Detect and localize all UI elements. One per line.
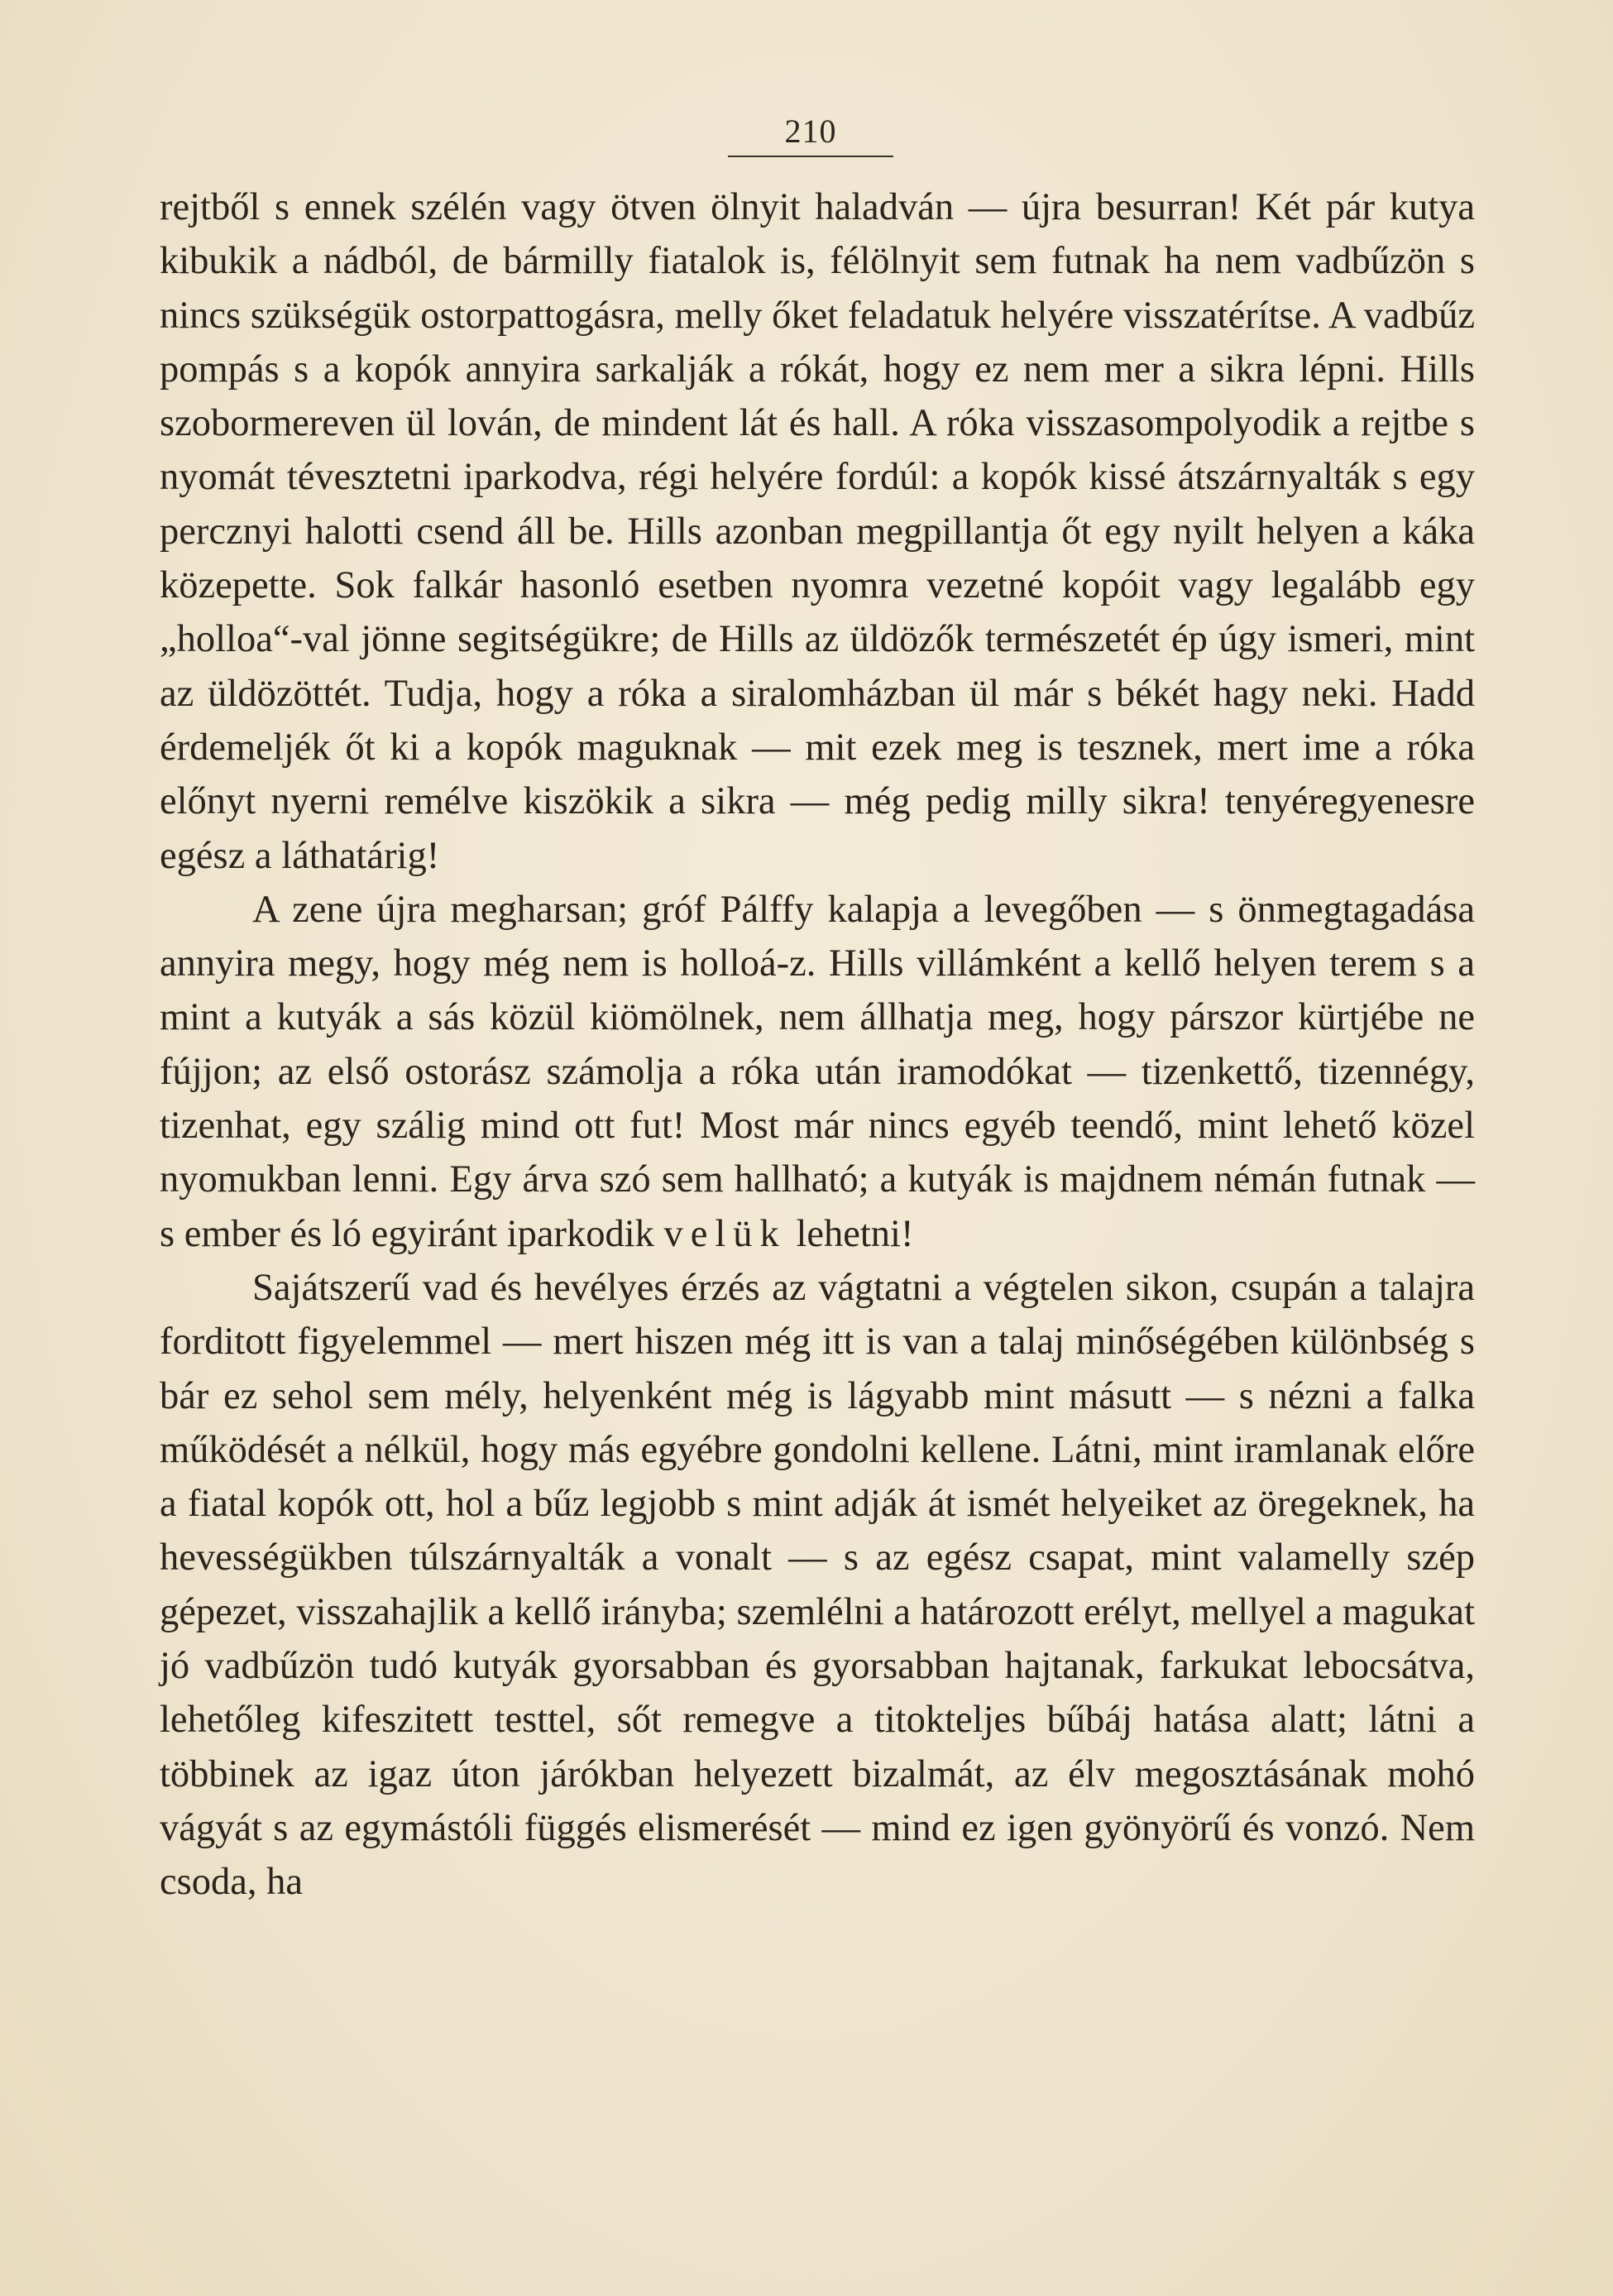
paragraph-1 [160,180,1475,883]
body-text [160,180,1475,1910]
paragraph-2-text-end: lehetni! [796,1212,914,1255]
page-number-rule [728,156,893,157]
page-number: 210 [784,113,837,150]
paragraph-2-spaced-word: velük [663,1212,787,1255]
paragraph-3-text: Sajátszerű vad és hevélyes érzés az vágtatni a végtelen sikon, csupán a talajra forditott figyelemmel — mert hiszen még itt is van a talaj minőségében különbség s bár ez sehol sem mély, helyenként még is lágyabb mint másutt — s nézni a falka működését a nélkül, hogy más egyébre gondolni kellene. Látni, mint iramlanak előre a fiatal kopók ott, hol a bűz legjobb s mint adják át ismét helyeiket az öregeknek, ha hevességükben túlszárnyalták a vonalt — s az egész csapat, mint valamelly szép gépezet, visszahajlik a kellő irányba; szemlélni a határozott erélyt, mellyel a magukat jó vadbűzön tudó kutyák gyorsabban és gyorsabban hajtanak, farkukat lebocsátva, lehetőleg kifeszitett testtel, sőt remegve a titokteljes bűbáj hatása alatt; látni a többinek az igaz úton járókban helyezett bizalmát, az élv megosztásának mohó vágyát s az egymástóli függés elismerését — mind ez igen gyönyörű és vonzó. Nem csoda, ha [160,1266,1475,1904]
paragraph-2-text: A zene újra megharsan; gróf Pálffy kalapja a levegőben — s önmegtagadása annyira megy, hogy még nem is holloá-z. Hills villámként a kellő helyen terem s a mint a kutyák a sás közül kiömölnek, nem állhatja meg, hogy párszor kürtjébe ne fújjon; az első ostorász számolja a róka után iramodókat — tizenkettő, tizennégy, tizenhat, egy szálig mind ott fut! Most már nincs egyéb teendő, mint lehető közel nyomukban lenni. Egy árva szó sem hallható; a kutyák is majdnem némán futnak — s ember és ló egyiránt iparkodik [160,888,1475,1255]
paragraph-1-text: rejtből s ennek szélén vagy ötven ölnyit haladván — újra besurran! Két pár kutya kibukik a nádból, de bármilly fiatalok is, félölnyit sem futnak ha nem vadbűzön s nincs szükségük ostorpattogásra, melly őket feladatuk helyére visszatérítse. A vadbűz pompás s a kopók annyira sarkalják a rókát, hogy ez nem mer a sikra lépni. Hills szobormereven ül lován, de mindent lát és hall. A róka visszasompolyodik a rejtbe s nyomát tévesztetni iparkodva, régi helyére fordúl: a kopók kissé átszárnyalták s egy percznyi halotti csend áll be. Hills azonban megpillantja őt egy nyilt helyen a káka közepette. Sok falkár hasonló esetben nyomra vezetné kopóit vagy legalább egy „holloa“-val jönne segitségükre; de Hills az üldözők természetét ép úgy ismeri, mint az üldözöttét. Tudja, hogy a róka a siralomházban ül már s békét hagy neki. Hadd érdemeljék őt ki a kopók maguknak — mit ezek meg is tesznek, mert ime a róka előnyt nyerni remélve kiszökik a sikra — még pedig milly sikra! tenyéregyenesre egész a láthatárig! [160,186,1475,877]
paragraph-3 [160,1261,1475,1910]
paragraph-2 [160,883,1475,1261]
